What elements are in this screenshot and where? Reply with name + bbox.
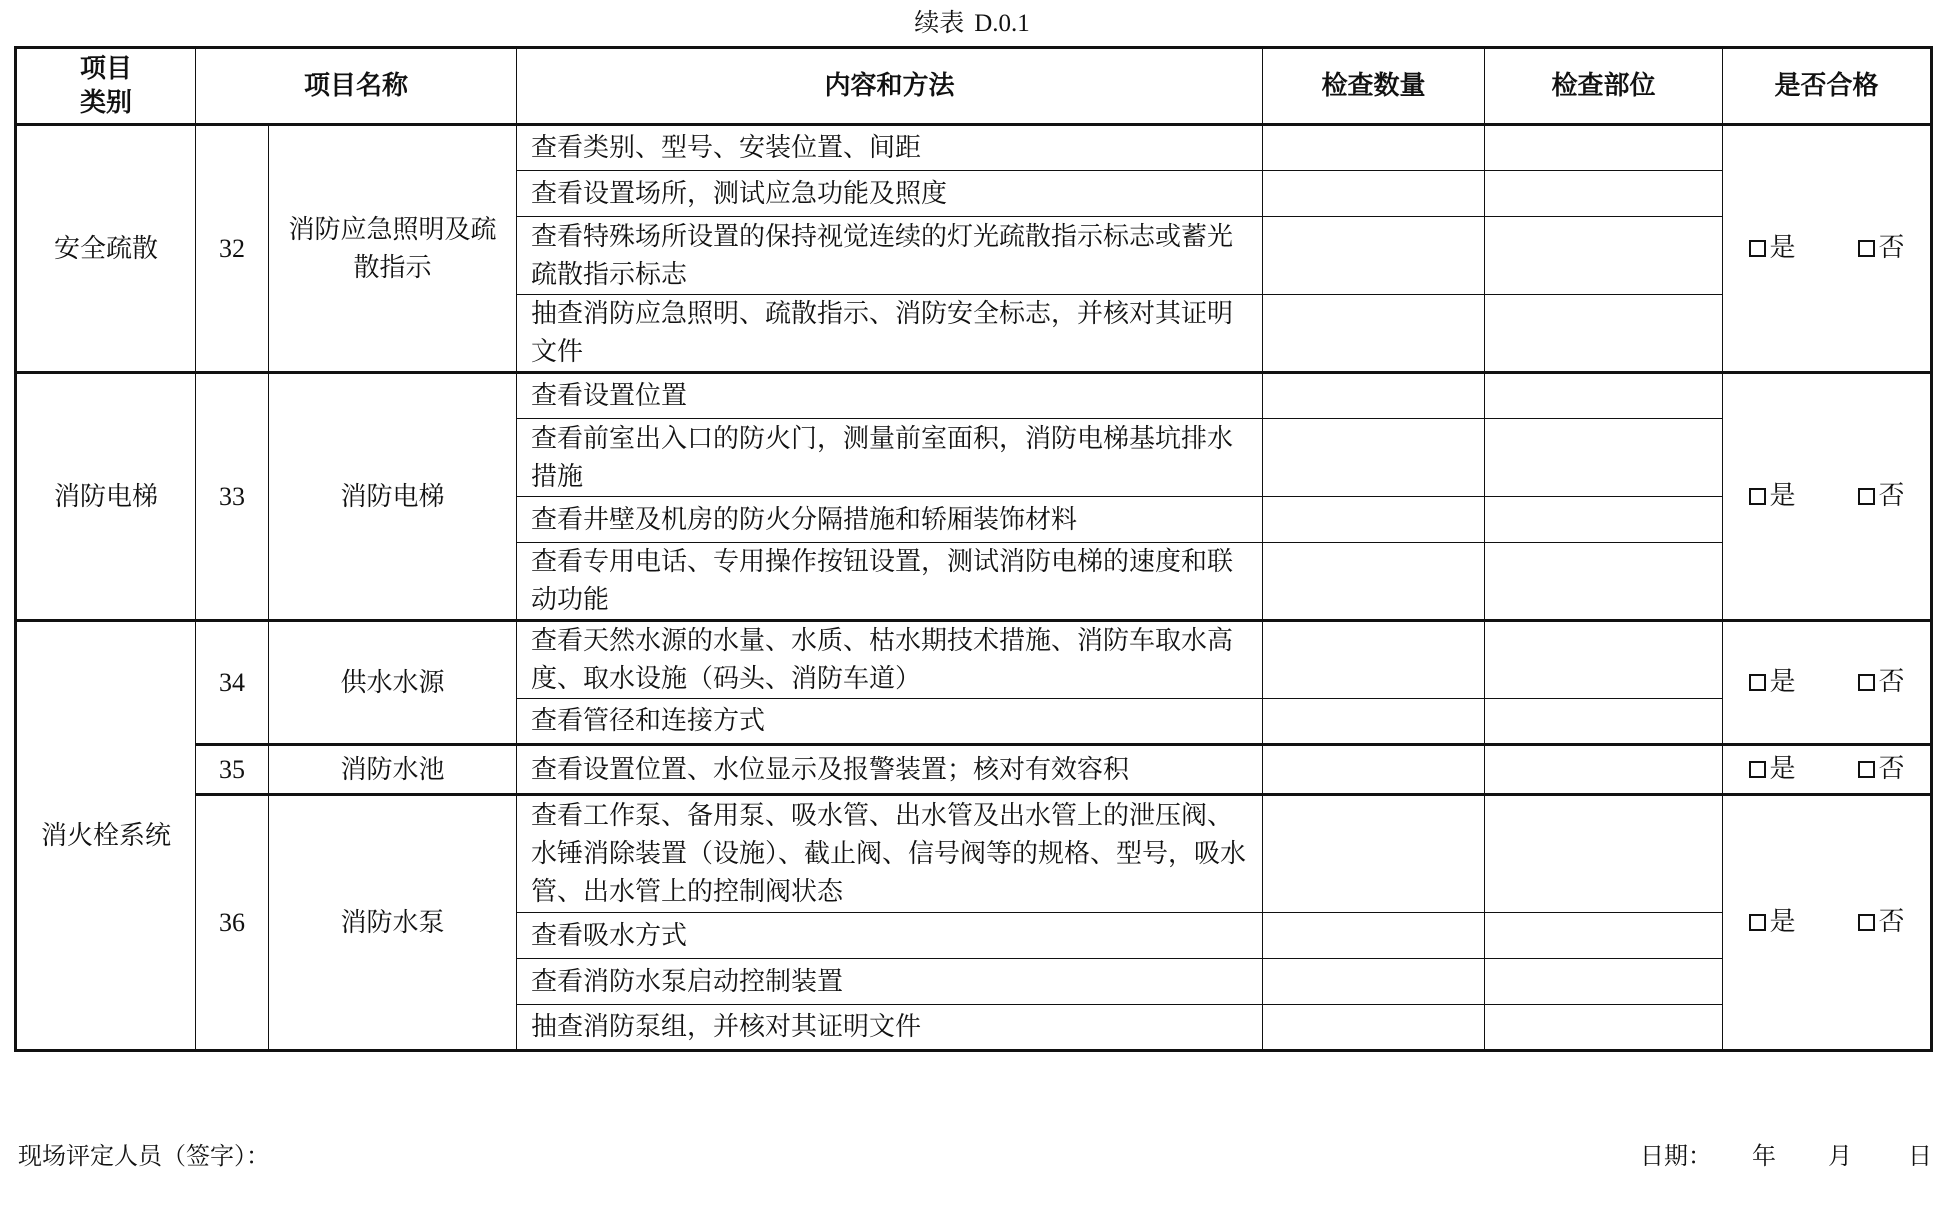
count-cell[interactable]: [1263, 1005, 1485, 1051]
qualified-cell: [1723, 125, 1932, 373]
yes-checkbox-icon[interactable]: [1749, 488, 1766, 505]
location-cell[interactable]: [1485, 699, 1723, 745]
date-month: 月: [1828, 1142, 1852, 1170]
count-cell[interactable]: [1263, 497, 1485, 543]
method-cell: 查看井壁及机房的防火分隔措施和轿厢装饰材料: [517, 497, 1263, 543]
qualified-cell: [1723, 795, 1932, 1051]
inspection-table: [14, 46, 1933, 1052]
count-cell[interactable]: [1263, 419, 1485, 497]
item-number: 34: [196, 621, 269, 745]
item-number: 36: [196, 795, 269, 1051]
location-cell[interactable]: [1485, 745, 1723, 795]
date-label: 日期：: [1640, 1142, 1712, 1170]
yes-option[interactable]: [1749, 750, 1796, 788]
caption-code: D.0.1: [974, 10, 1030, 37]
method-cell: 抽查消防应急照明、疏散指示、消防安全标志，并核对其证明文件: [517, 295, 1263, 373]
header-location: 检查部位: [1485, 48, 1723, 125]
no-option[interactable]: [1858, 903, 1905, 941]
location-cell[interactable]: [1485, 171, 1723, 217]
no-option[interactable]: [1858, 750, 1905, 788]
location-cell[interactable]: [1485, 419, 1723, 497]
yes-label: 是: [1769, 667, 1796, 698]
yes-checkbox-icon[interactable]: [1749, 240, 1766, 257]
location-cell[interactable]: [1485, 497, 1723, 543]
no-checkbox-icon[interactable]: [1858, 674, 1875, 691]
no-label: 否: [1878, 481, 1905, 512]
yes-label: 是: [1769, 907, 1796, 938]
item-name: 消防应急照明及疏散指示: [269, 125, 517, 373]
no-checkbox-icon[interactable]: [1858, 761, 1875, 778]
header-name: 项目名称: [196, 48, 517, 125]
count-cell[interactable]: [1263, 745, 1485, 795]
yes-checkbox-icon[interactable]: [1749, 914, 1766, 931]
item-number: 33: [196, 373, 269, 621]
count-cell[interactable]: [1263, 621, 1485, 699]
date-field: [1640, 1136, 1932, 1171]
location-cell[interactable]: [1485, 913, 1723, 959]
method-cell: 查看天然水源的水量、水质、枯水期技术措施、消防车取水高度、取水设施（码头、消防车道）: [517, 621, 1263, 699]
method-cell: 查看设置位置: [517, 373, 1263, 419]
method-cell: 查看管径和连接方式: [517, 699, 1263, 745]
table-caption: [0, 6, 1944, 41]
no-label: 否: [1878, 667, 1905, 698]
location-cell[interactable]: [1485, 543, 1723, 621]
item-name: 消防水泵: [269, 795, 517, 1051]
qualified-cell: [1723, 745, 1932, 795]
item-name: 供水水源: [269, 621, 517, 745]
location-cell[interactable]: [1485, 295, 1723, 373]
category-cell: 安全疏散: [16, 125, 196, 373]
method-cell: 查看专用电话、专用操作按钮设置，测试消防电梯的速度和联动功能: [517, 543, 1263, 621]
location-cell[interactable]: [1485, 621, 1723, 699]
header-count: 检查数量: [1263, 48, 1485, 125]
yes-option[interactable]: [1749, 663, 1796, 701]
method-cell: 查看设置场所，测试应急功能及照度: [517, 171, 1263, 217]
no-option[interactable]: [1858, 477, 1905, 515]
no-option[interactable]: [1858, 229, 1905, 267]
method-cell: 查看消防水泵启动控制装置: [517, 959, 1263, 1005]
method-cell: 查看前室出入口的防火门，测量前室面积，消防电梯基坑排水措施: [517, 419, 1263, 497]
location-cell[interactable]: [1485, 217, 1723, 295]
signer-label: 现场评定人员（签字）：: [18, 1142, 270, 1170]
yes-option[interactable]: [1749, 229, 1796, 267]
item-name: 消防水池: [269, 745, 517, 795]
method-cell: 查看特殊场所设置的保持视觉连续的灯光疏散指示标志或蓄光疏散指示标志: [517, 217, 1263, 295]
item-name: 消防电梯: [269, 373, 517, 621]
location-cell[interactable]: [1485, 125, 1723, 171]
no-checkbox-icon[interactable]: [1858, 488, 1875, 505]
table-body: [16, 125, 1932, 1051]
count-cell[interactable]: [1263, 543, 1485, 621]
method-cell: 查看类别、型号、安装位置、间距: [517, 125, 1263, 171]
category-cell: 消防电梯: [16, 373, 196, 621]
count-cell[interactable]: [1263, 125, 1485, 171]
count-cell[interactable]: [1263, 373, 1485, 419]
no-option[interactable]: [1858, 663, 1905, 701]
no-label: 否: [1878, 754, 1905, 785]
date-day: 日: [1908, 1142, 1932, 1170]
method-cell: 抽查消防泵组，并核对其证明文件: [517, 1005, 1263, 1051]
qualified-cell: [1723, 621, 1932, 745]
count-cell[interactable]: [1263, 795, 1485, 913]
count-cell[interactable]: [1263, 295, 1485, 373]
count-cell[interactable]: [1263, 217, 1485, 295]
location-cell[interactable]: [1485, 373, 1723, 419]
category-cell: 消火栓系统: [16, 621, 196, 1051]
no-label: 否: [1878, 233, 1905, 264]
yes-checkbox-icon[interactable]: [1749, 674, 1766, 691]
header-category: 项目 类别: [16, 48, 196, 125]
item-number: 35: [196, 745, 269, 795]
header-row: [16, 48, 1932, 125]
table-row: [16, 745, 1932, 795]
method-cell: 查看工作泵、备用泵、吸水管、出水管及出水管上的泄压阀、水锤消除装置（设施）、截止阀、信号阀等的规格、型号，吸水管、出水管上的控制阀状态: [517, 795, 1263, 913]
location-cell[interactable]: [1485, 959, 1723, 1005]
location-cell[interactable]: [1485, 1005, 1723, 1051]
header-method: 内容和方法: [517, 48, 1263, 125]
date-year: 年: [1752, 1142, 1776, 1170]
method-cell: 查看吸水方式: [517, 913, 1263, 959]
item-number: 32: [196, 125, 269, 373]
no-label: 否: [1878, 907, 1905, 938]
count-cell[interactable]: [1263, 699, 1485, 745]
caption-prefix: 续表: [914, 8, 965, 37]
yes-label: 是: [1769, 481, 1796, 512]
table-row: [16, 795, 1932, 913]
count-cell[interactable]: [1263, 913, 1485, 959]
count-cell[interactable]: [1263, 171, 1485, 217]
table-row: [16, 125, 1932, 171]
no-checkbox-icon[interactable]: [1858, 240, 1875, 257]
yes-option[interactable]: [1749, 477, 1796, 515]
yes-label: 是: [1769, 233, 1796, 264]
yes-checkbox-icon[interactable]: [1749, 761, 1766, 778]
count-cell[interactable]: [1263, 959, 1485, 1005]
header-qualified: 是否合格: [1723, 48, 1932, 125]
table-row: [16, 621, 1932, 699]
no-checkbox-icon[interactable]: [1858, 914, 1875, 931]
yes-option[interactable]: [1749, 903, 1796, 941]
location-cell[interactable]: [1485, 795, 1723, 913]
qualified-cell: [1723, 373, 1932, 621]
yes-label: 是: [1769, 754, 1796, 785]
method-cell: 查看设置位置、水位显示及报警装置；核对有效容积: [517, 745, 1263, 795]
table-row: [16, 373, 1932, 419]
